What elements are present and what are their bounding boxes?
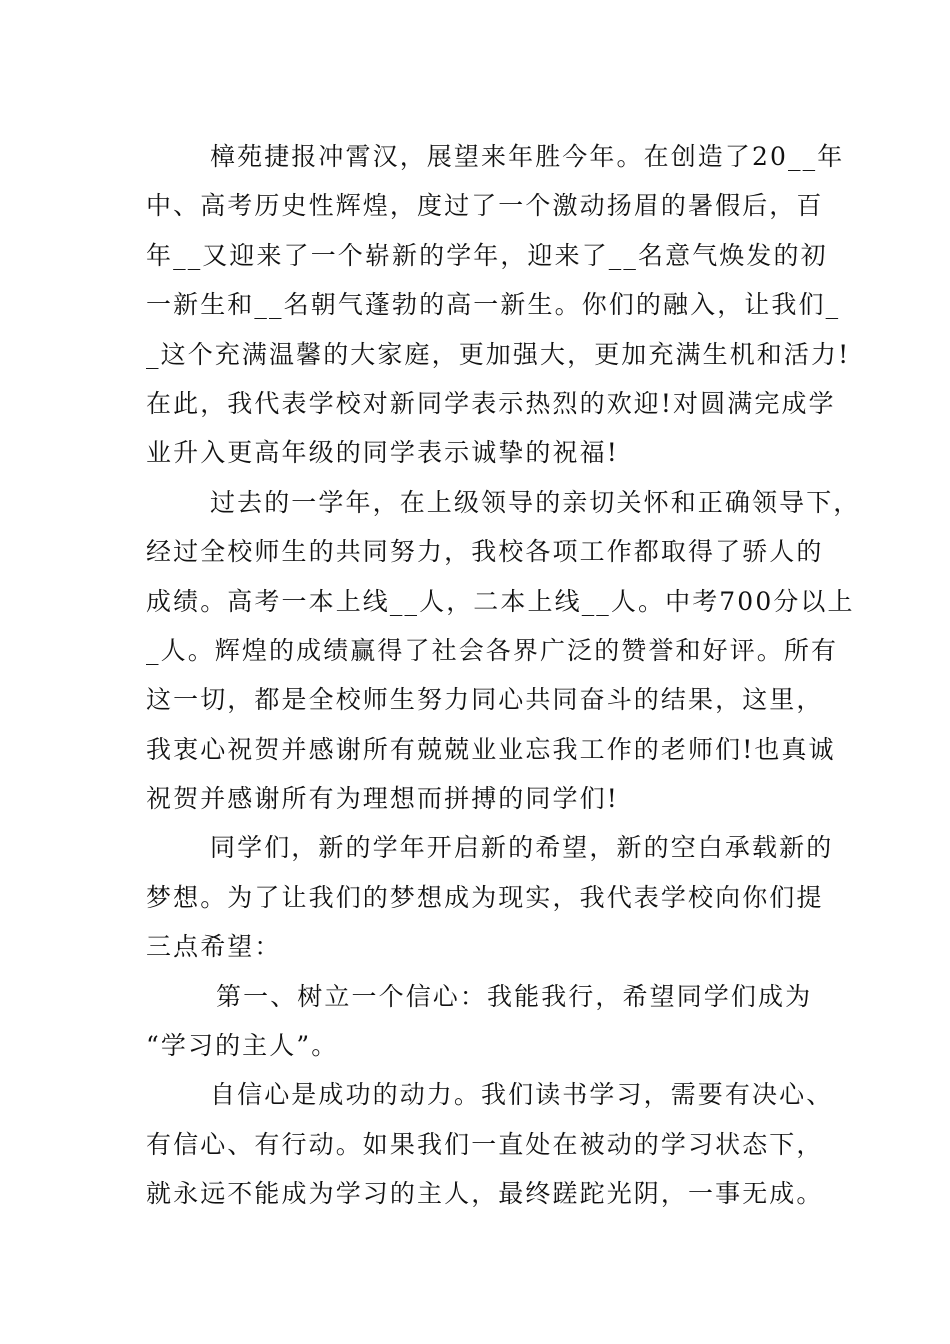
paragraph-line: 同学们，新的学年开启新的希望，新的空白承载新的 xyxy=(210,833,834,863)
paragraph-line: “学习的主人”。 xyxy=(146,1031,339,1061)
paragraph-line: 我衷心祝贺并感谢所有兢兢业业忘我工作的老师们!也真诚 xyxy=(146,734,836,764)
paragraph-line: 经过全校师生的共同努力，我校各项工作都取得了骄人的 xyxy=(146,537,824,567)
paragraph-line: _人。辉煌的成绩赢得了社会各界广泛的赞誉和好评。所有 xyxy=(146,635,839,665)
paragraph-line: 成绩。高考一本上线__人，二本上线__人。中考700分以上 xyxy=(146,586,855,616)
paragraph-line: 中、高考历史性辉煌，度过了一个激动扬眉的暑假后，百 xyxy=(146,191,824,221)
paragraph-confidence xyxy=(146,1070,834,1218)
paragraph-achievements xyxy=(146,478,861,824)
paragraph-line: 三点希望： xyxy=(146,932,282,962)
paragraph-line: 这一切，都是全校师生努力同心共同奋斗的结果，这里， xyxy=(146,685,824,715)
paragraph-line: _这个充满温馨的大家庭，更加强大，更加充满生机和活力! xyxy=(146,339,851,369)
paragraph-hopes-intro xyxy=(146,823,834,971)
paragraph-line: 过去的一学年，在上级领导的亲切关怀和正确领导下， xyxy=(210,487,861,517)
document-body xyxy=(146,132,861,1219)
paragraph-line: 就永远不能成为学习的主人，最终蹉跎光阴，一事无成。 xyxy=(146,1179,824,1209)
paragraph-opening xyxy=(146,132,851,478)
paragraph-line: 祝贺并感谢所有为理想而拼搏的同学们! xyxy=(146,784,619,814)
paragraph-line: 业升入更高年级的同学表示诚挚的祝福! xyxy=(146,438,619,468)
paragraph-line: 在此，我代表学校对新同学表示热烈的欢迎!对圆满完成学 xyxy=(146,388,836,418)
paragraph-line: 有信心、有行动。如果我们一直处在被动的学习状态下， xyxy=(146,1129,824,1159)
paragraph-line: 一新生和__名朝气蓬勃的高一新生。你们的融入，让我们_ xyxy=(146,290,841,320)
paragraph-first-hope xyxy=(146,972,813,1071)
paragraph-line: 第一、树立一个信心：我能我行，希望同学们成为 xyxy=(216,981,813,1011)
paragraph-line: 樟苑捷报冲霄汉，展望来年胜今年。在创造了20__年 xyxy=(210,142,845,171)
paragraph-line: 梦想。为了让我们的梦想成为现实，我代表学校向你们提 xyxy=(146,882,824,912)
paragraph-line: 自信心是成功的动力。我们读书学习，需要有决心、 xyxy=(210,1080,834,1110)
paragraph-line: 年__又迎来了一个崭新的学年，迎来了__名意气焕发的初 xyxy=(146,240,828,270)
